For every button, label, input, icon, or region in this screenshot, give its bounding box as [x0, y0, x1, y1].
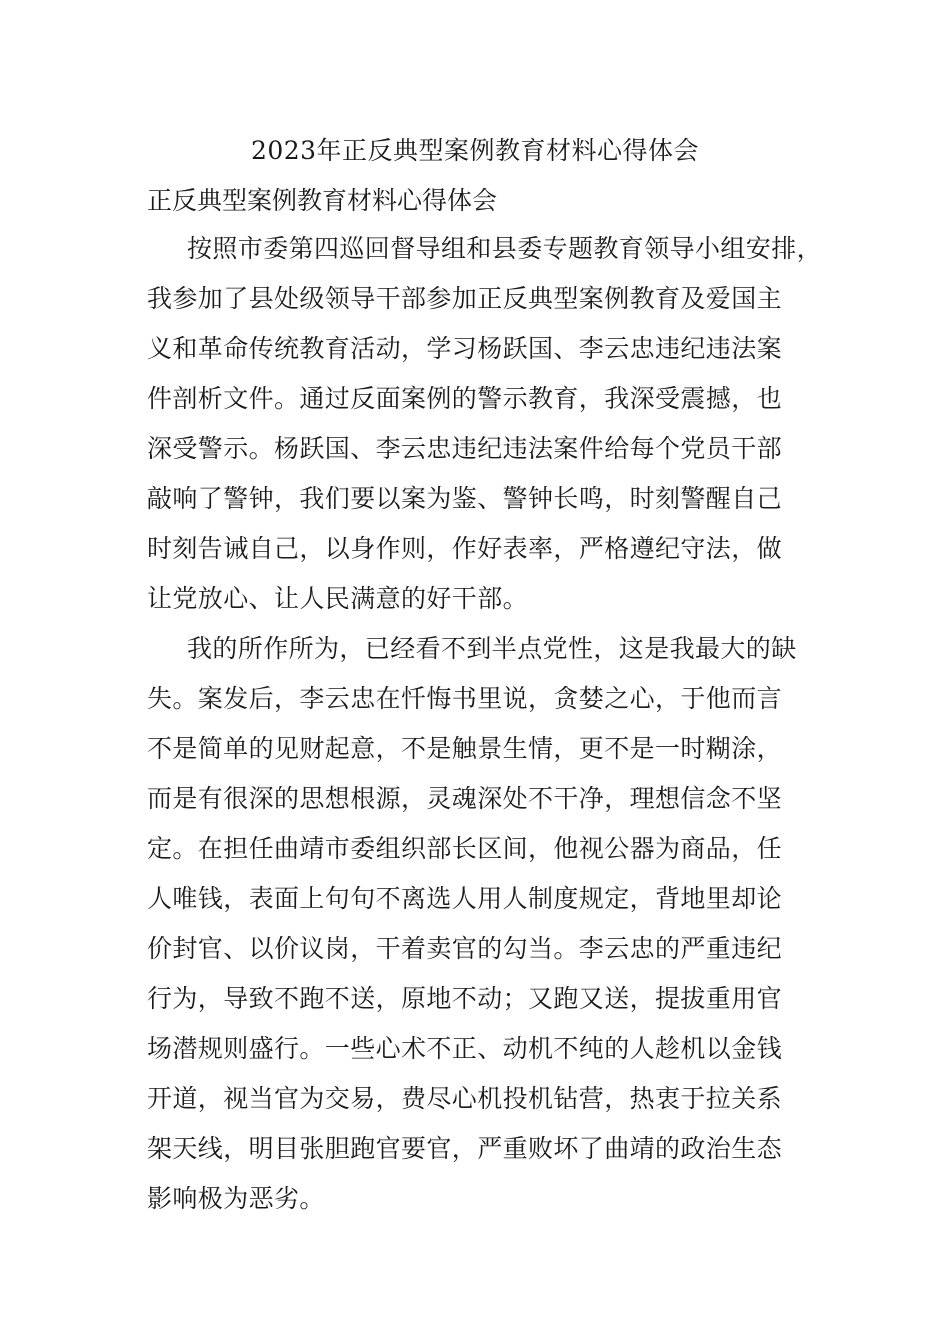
paragraph-line: 架天线，明目张胆跑官要官，严重败坏了曲靖的政治生态	[147, 1134, 783, 1163]
paragraph-line: 让党放心、让人民满意的好干部。	[147, 584, 529, 613]
paragraph-2	[147, 624, 827, 1224]
document-title: 2023年正反典型案例教育材料心得体会	[250, 136, 700, 165]
paragraph-line: 敲响了警钟，我们要以案为鉴、警钟长鸣，时刻警醒自己	[147, 484, 783, 513]
paragraph-line: 失。案发后，李云忠在忏悔书里说，贪婪之心，于他而言	[147, 684, 783, 713]
paragraph-line: 件剖析文件。通过反面案例的警示教育，我深受震撼，也	[147, 384, 783, 413]
paragraph-line: 行为，导致不跑不送，原地不动；又跑又送，提拔重用官	[147, 984, 783, 1013]
document-subtitle: 正反典型案例教育材料心得体会	[147, 186, 498, 215]
paragraph-line: 不是简单的见财起意，不是触景生情，更不是一时糊涂，	[147, 734, 783, 763]
paragraph-line: 时刻告诫自己，以身作则，作好表率，严格遵纪守法，做	[147, 534, 783, 563]
paragraph-line: 我参加了县处级领导干部参加正反典型案例教育及爱国主	[147, 284, 783, 313]
paragraph-line: 深受警示。杨跃国、李云忠违纪违法案件给每个党员干部	[147, 434, 783, 463]
paragraph-line: 开道，视当官为交易，费尽心机投机钻营，热衷于拉关系	[147, 1084, 783, 1113]
paragraph-line: 而是有很深的思想根源，灵魂深处不干净，理想信念不坚	[147, 784, 783, 813]
paragraph-line: 我的所作所为，已经看不到半点党性，这是我最大的缺	[187, 634, 797, 663]
paragraph-line: 人唯钱，表面上句句不离选人用人制度规定，背地里却论	[147, 884, 783, 913]
paragraph-line: 场潜规则盛行。一些心术不正、动机不纯的人趁机以金钱	[147, 1034, 783, 1063]
paragraph-line: 影响极为恶劣。	[147, 1184, 325, 1213]
paragraph-line: 义和革命传统教育活动，学习杨跃国、李云忠违纪违法案	[147, 334, 783, 363]
paragraph-1	[147, 224, 827, 624]
paragraph-line: 定。在担任曲靖市委组织部长区间，他视公器为商品，任	[147, 834, 783, 863]
paragraph-line: 价封官、以价议岗，干着卖官的勾当。李云忠的严重违纪	[147, 934, 783, 963]
paragraph-line: 按照市委第四巡回督导组和县委专题教育领导小组安排，	[187, 234, 823, 263]
